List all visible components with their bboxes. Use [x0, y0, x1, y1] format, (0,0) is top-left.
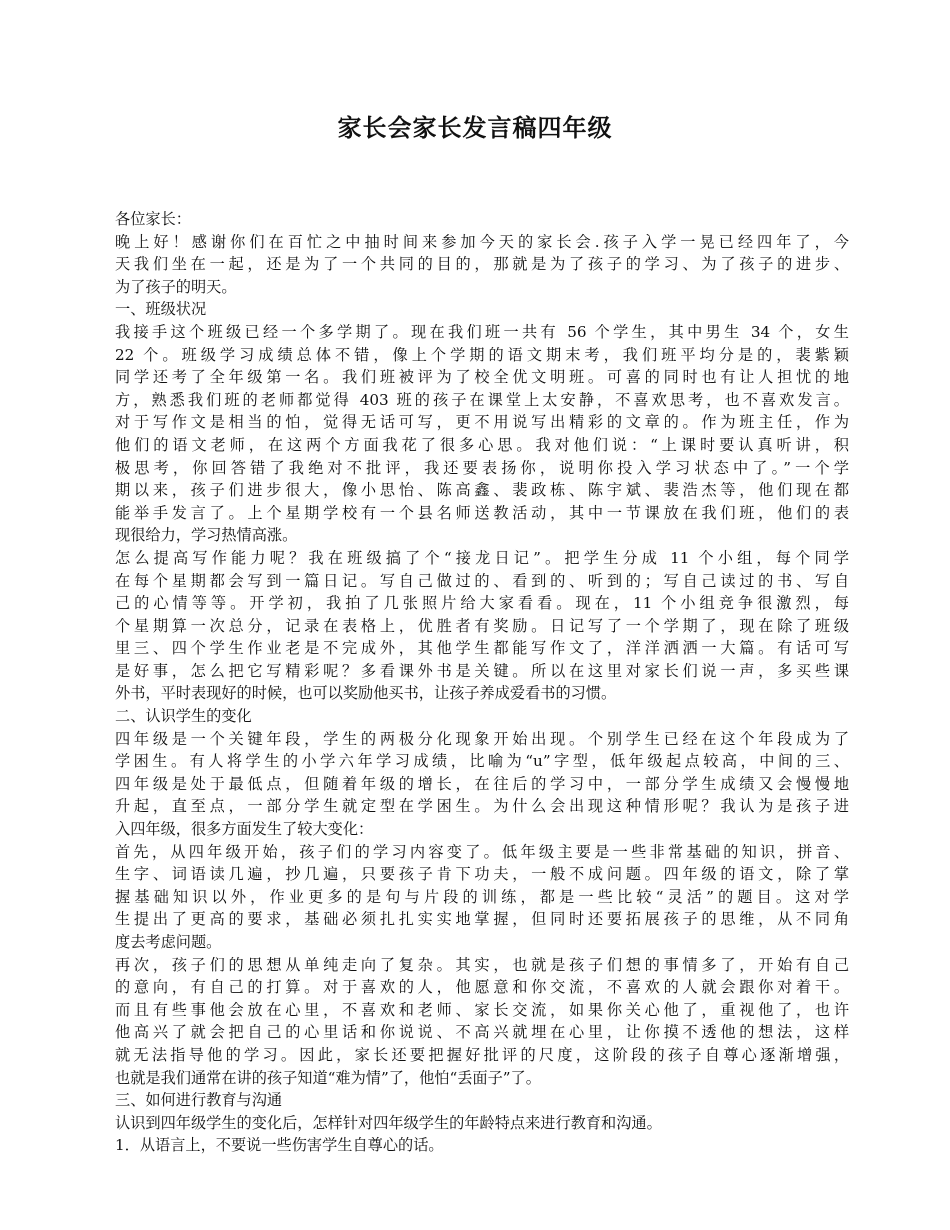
text-line: 方，熟悉我们班的老师都觉得 403 班的孩子在课堂上太安静，不喜欢思考，也不喜欢发言。 — [115, 390, 849, 409]
document-body — [115, 208, 849, 1157]
text-line: 天我们坐在一起，还是为了一个共同的目的，那就是为了孩子的学习、为了孩子的进步、 — [115, 255, 849, 274]
text-line: 怎么提高写作能力呢？我在班级搞了个“接龙日记”。把学生分成 11 个小组，每个同学 — [115, 548, 849, 567]
text-line: 生字、词语读几遍，抄几遍，只要孩子肯下功夫，一般不成问题。四年级的语文，除了掌 — [115, 865, 849, 884]
text-line: 各位家长： — [115, 210, 191, 228]
text-line: 同学还考了全年级第一名。我们班被评为了校全优文明班。可喜的同时也有让人担忧的地 — [115, 368, 849, 387]
text-line: 现很给力，学习热情高涨。 — [115, 526, 298, 545]
text-line: 晚上好！感谢你们在百忙之中抽时间来参加今天的家长会.孩子入学一晃已经四年了，今 — [115, 232, 849, 251]
document-title: 家长会家长发言稿四年级 — [337, 113, 613, 142]
text-line: 也就是我们通常在讲的孩子知道“难为情”了，他怕“丢面子”了。 — [115, 1068, 541, 1087]
text-line: 个星期算一次总分，记录在表格上，优胜者有奖励。日记写了一个学期了，现在除了班级 — [115, 616, 849, 635]
text-line: 再次，孩子们的思想从单纯走向了复杂。其实，也就是孩子们想的事情多了，开始有自己 — [115, 955, 849, 974]
text-line: 极思考，你回答错了我绝对不批评，我还要表扬你，说明你投入学习状态中了。”一个学 — [115, 458, 849, 477]
text-line: 1．从语言上，不要说一些伤害学生自尊心的话。 — [115, 1136, 444, 1155]
text-line: 的意向，有自己的打算。对于喜欢的人，他愿意和你交流，不喜欢的人就会跟你对着干。 — [115, 978, 849, 997]
text-line: 一、班级状况 — [115, 300, 207, 319]
text-line: 认识到四年级学生的变化后，怎样针对四年级学生的年龄特点来进行教育和沟通。 — [115, 1113, 662, 1132]
text-line: 22 个。班级学习成绩总体不错，像上个学期的语文期末考，我们班平均分是的，裴紫颖 — [115, 345, 849, 364]
text-line: 他们的语文老师，在这两个方面我花了很多心思。我对他们说：“上课时要认真听讲，积 — [115, 435, 849, 454]
text-line: 四年级是一个关键年段，学生的两极分化现象开始出现。个别学生已经在这个年段成为了 — [115, 729, 849, 748]
text-line: 我接手这个班级已经一个多学期了。现在我们班一共有 56 个学生，其中男生 34 个，女生 — [115, 322, 849, 341]
text-line: 对于写作文是相当的怕，觉得无话可写，更不用说写出精彩的文章的。作为班主任，作为 — [115, 413, 849, 432]
text-line: 外书，平时表现好的时候，也可以奖励他买书，让孩子养成爱看书的习惯。 — [115, 684, 617, 703]
text-line: 期以来，孩子们进步很大，像小思怡、陈高鑫、裴政栋、陈宇斌、裴浩杰等，他们现在都 — [115, 481, 849, 500]
text-line: 生提出了更高的要求，基础必须扎扎实实地掌握，但同时还要拓展孩子的思维，从不同角 — [115, 910, 849, 929]
text-line: 二、认识学生的变化 — [115, 707, 252, 726]
text-line: 在每个星期都会写到一篇日记。写自己做过的、看到的、听到的；写自己读过的书、写自 — [115, 571, 849, 590]
text-line: 为了孩子的明天。 — [115, 277, 237, 296]
text-line: 己的心情等等。开学初，我拍了几张照片给大家看看。现在，11 个小组竞争很激烈，每 — [115, 594, 849, 613]
text-line: 四年级是处于最低点，但随着年级的增长，在往后的学习中，一部分学生成绩又会慢慢地 — [115, 774, 849, 793]
text-line: 学困生。有人将学生的小学六年学习成绩，比喻为“u”字型，低年级起点较高，中间的三、 — [115, 752, 849, 771]
text-line: 首先，从四年级开始，孩子们的学习内容变了。低年级主要是一些非常基础的知识，拼音、 — [115, 842, 849, 861]
text-line: 是好事，怎么把它写精彩呢？多看课外书是关键。所以在这里对家长们说一声，多买些课 — [115, 661, 849, 680]
text-line: 度去考虑问题。 — [115, 933, 222, 951]
text-line: 而且有些事他会放在心里，不喜欢和老师、家长交流，如果你关心他了，重视他了，也许 — [115, 1000, 849, 1019]
text-line: 握基础知识以外，作业更多的是句与片段的训练，都是一些比较“灵活”的题目。这对学 — [115, 887, 849, 906]
text-line: 三、如何进行教育与沟通 — [115, 1091, 283, 1110]
text-line: 里三、四个学生作业老是不完成外，其他学生都能写作文了，洋洋洒洒一大篇。有话可写 — [115, 639, 849, 658]
text-line: 入四年级，很多方面发生了较大变化： — [115, 820, 374, 839]
text-line: 能举手发言了。上个星期学校有一个县名师送教活动，其中一节课放在我们班，他们的表 — [115, 503, 849, 522]
text-line: 他高兴了就会把自己的心里话和你说说、不高兴就埋在心里，让你摸不透他的想法，这样 — [115, 1023, 849, 1042]
text-line: 就无法指导他的学习。因此，家长还要把握好批评的尺度，这阶段的孩子自尊心逐渐增强， — [115, 1045, 849, 1064]
text-line: 升起，直至点，一部分学生就定型在学困生。为什么会出现这种情形呢？我认为是孩子进 — [115, 797, 849, 816]
